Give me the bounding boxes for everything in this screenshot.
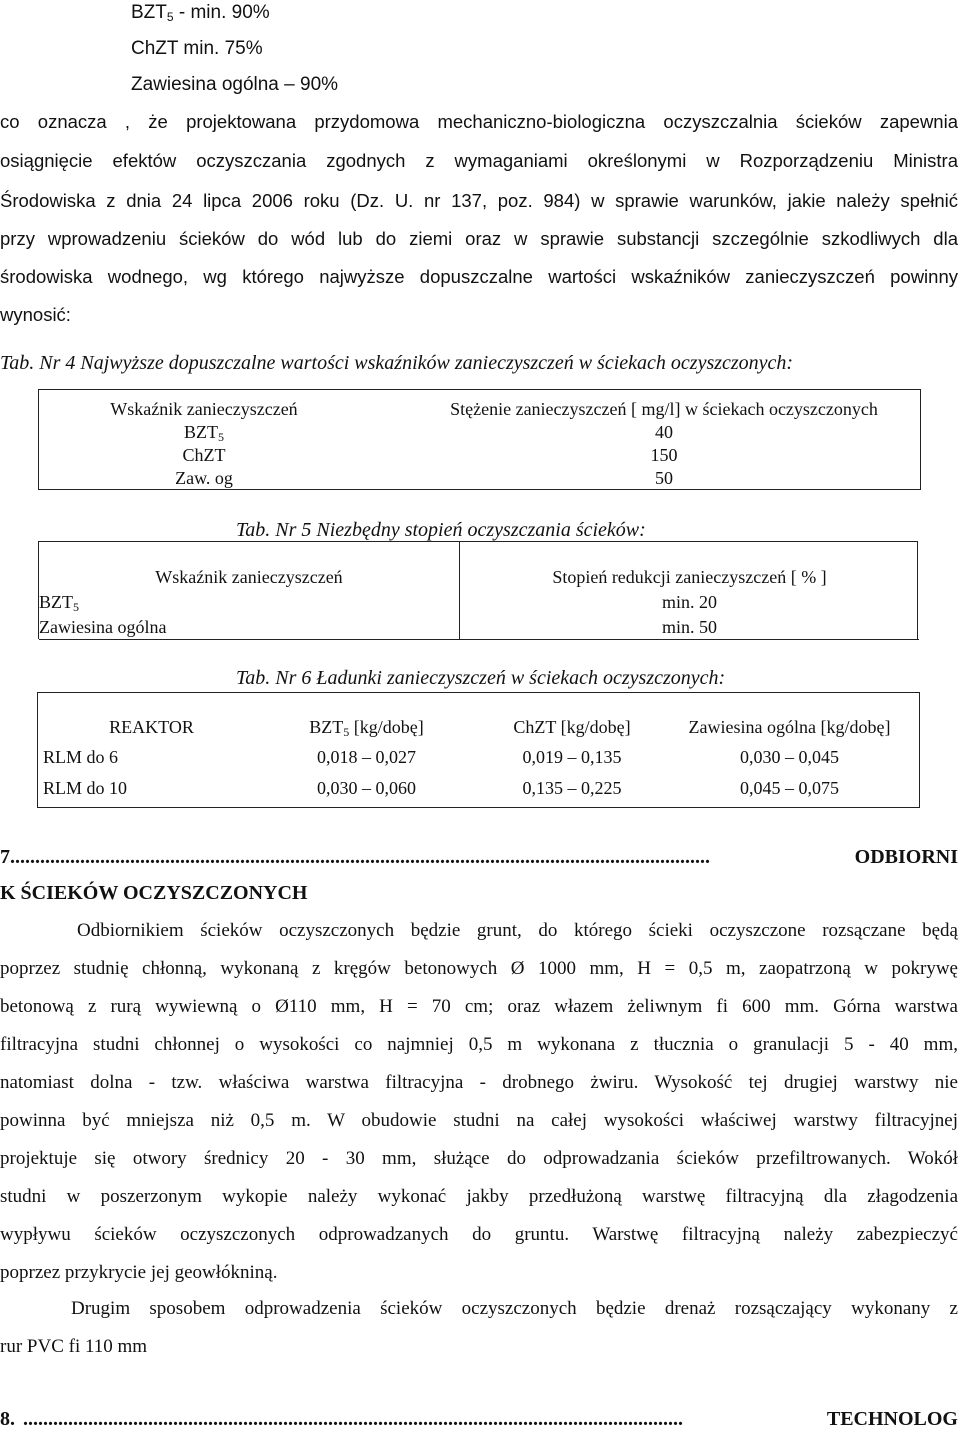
- paragraph1-line-1: co oznacza , że projektowana przydomowa mechaniczno-biologiczna oczyszczalnia ścieków zapewnia: [0, 111, 958, 132]
- intro-bzt-value: - min. 90%: [173, 2, 270, 23]
- table4-caption: Tab. Nr 4 Najwyższe dopuszczalne wartości wskaźników zanieczyszczeń w ściekach oczyszczonych:: [0, 352, 794, 374]
- table6-row-2-col-1: RLM do 10: [43, 778, 128, 798]
- paragraph1-line-6: wynosić:: [0, 304, 71, 325]
- section7-para1-line-7: projektuje się otwory średnicy 20 - 30 mm, służące do odprowadzania ścieków przefiltrowanych. Wokół: [0, 1148, 958, 1169]
- table5-caption: Tab. Nr 5 Niezbędny stopień oczyszczania ścieków:: [236, 519, 646, 541]
- section8-heading: [0, 1408, 958, 1431]
- table5-row-2-name: Zawiesina ogólna: [39, 617, 167, 637]
- section7-dots: ...........................................................................................................................................: [15, 846, 710, 868]
- section7-para1-line-10: poprzez przykrycie jej geowłókniną.: [0, 1262, 278, 1283]
- table6-bottom-rule: [37, 807, 920, 808]
- section7-title-line2: K ŚCIEKÓW OCZYSZCZONYCH: [0, 882, 308, 904]
- table6-header-4: Zawiesina ogólna [kg/dobę]: [688, 717, 891, 737]
- section7-heading: [0, 846, 958, 869]
- section7-para1-line-9: wypływu ścieków oczyszczonych odprowadzanych do gruntu. Warstwę filtracyjną należy zabezpieczyć: [0, 1224, 958, 1245]
- table6-row-2-col-3: 0,135 – 0,225: [522, 778, 622, 798]
- table4-col2-header: Stężenie zanieczyszczeń [ mg/l] w ściekach oczyszczonych: [450, 399, 878, 419]
- section8-number: 8.: [0, 1408, 15, 1430]
- table5-col1-header: Wskaźnik zanieczyszczeń: [155, 567, 343, 587]
- section8-dots: ....................................................................................................................................: [23, 1408, 683, 1430]
- table6-row-1-col-4: 0,030 – 0,045: [740, 747, 839, 767]
- table6-row-2-col-2: 0,030 – 0,060: [317, 778, 416, 798]
- table5: [38, 541, 918, 639]
- section8-title: TECHNOLOG: [826, 1408, 958, 1430]
- table5-row-2-value: min. 50: [661, 617, 717, 637]
- table4: [38, 389, 921, 490]
- table4-row-2-name: ChZT: [182, 445, 226, 465]
- section7-para1-line-1: Odbiornikiem ścieków oczyszczonych będzie grunt, do którego ścieki oczyszczone rozsączane będą: [77, 920, 958, 941]
- table4-row-1-value: 40: [655, 422, 673, 442]
- section7-title-end: ODBIORNI: [854, 846, 958, 868]
- intro-bzt-sub: 5: [166, 10, 174, 24]
- table4-row-3-value: 50: [655, 468, 673, 488]
- section7-para1-line-4: filtracyjna studni chłonnej o wysokości co najmniej 0,5 m wykonana z tłucznia o granulacji 5 - 40 mm,: [0, 1034, 958, 1055]
- table6-caption: Tab. Nr 6 Ładunki zanieczyszczeń w ściekach oczyszczonych:: [236, 667, 726, 689]
- section7-para2-line-2: rur PVC fi 110 mm: [0, 1336, 148, 1357]
- table4-col1-header: Wskaźnik zanieczyszczeń: [110, 399, 298, 419]
- table6-row-1-col-2: 0,018 – 0,027: [317, 747, 416, 767]
- table5-col2-header: Stopień redukcji zanieczyszczeń [ % ]: [552, 567, 827, 587]
- section7-number: 7.: [0, 846, 15, 868]
- paragraph1-line-5: środowiska wodnego, wg którego najwyższe dopuszczalne wartości wskaźników zanieczyszczeń powinny: [0, 266, 958, 287]
- table5-row-1-value: min. 20: [661, 592, 717, 612]
- table6-row-1-col-1: RLM do 6: [43, 747, 119, 767]
- table6-header-3: ChZT [kg/dobę]: [513, 717, 631, 737]
- table6-top-rule: [37, 692, 920, 693]
- section7-para1-line-6: powinna być mniejsza niż 0,5 m. W obudowie studni na całej wysokości właściwej warstwy filtracyjnej: [0, 1110, 958, 1131]
- table4-row-3-name: Zaw. og: [175, 468, 233, 488]
- table6-row-1-col-3: 0,019 – 0,135: [522, 747, 622, 767]
- paragraph1-line-3: Środowiska z dnia 24 lipca 2006 roku (Dz. U. nr 137, poz. 984) w sprawie warunków, jakie należy spełnić: [0, 190, 958, 211]
- section7-para1-line-5: natomiast dolna - tzw. właściwa warstwa filtracyjna - drobnego żwiru. Wysokość tej drugiej warstwy nie: [0, 1072, 958, 1093]
- paragraph1-line-2: osiągnięcie efektów oczyszczania zgodnych z wymaganiami określonymi w Rozporządzeniu Ministra: [0, 150, 958, 171]
- table5-bottom-rule: [39, 639, 919, 640]
- section7-para1-line-3: betonową z rurą wywiewną o Ø110 mm, H = 70 cm; oraz włazem żeliwnym fi 600 mm. Górna warstwa: [0, 996, 958, 1017]
- intro-bzt: [131, 2, 270, 24]
- section7-para2-line-1: Drugim sposobem odprowadzenia ścieków oczyszczonych będzie drenaż rozsączający wykonany z: [71, 1298, 958, 1319]
- intro-chzt: ChZT min. 75%: [131, 38, 263, 59]
- table5-row-1-name: $BZT_5$: [39, 592, 79, 614]
- table6-row-2-col-4: 0,045 – 0,075: [740, 778, 839, 798]
- table4-row-1-name: $BZT_5$: [184, 422, 224, 444]
- table6-header-1: REAKTOR: [109, 717, 194, 737]
- section7-para1-line-8: studni w poszerzonym wykopie należy wykonać jakby przedłużoną warstwę filtracyjną dla złagodzenia: [0, 1186, 958, 1207]
- table4-row-2-value: 150: [650, 445, 678, 465]
- table6-left-rule: [37, 692, 38, 808]
- intro-bzt-label: BZT: [131, 2, 167, 23]
- table6-header-2: $BZT_5$ [kg/dobę]: [309, 717, 424, 739]
- section7-para1-line-2: poprzez studnię chłonną, wykonaną z kręgów betonowych Ø 1000 mm, H = 0,5 m, zaopatrzoną w pokrywę: [0, 958, 958, 979]
- table6: [37, 692, 920, 808]
- paragraph1-line-4: przy wprowadzeniu ścieków do wód lub do ziemi oraz w sprawie substancji szczególnie szkodliwych dla: [0, 228, 958, 249]
- intro-zawiesina: Zawiesina ogólna – 90%: [131, 74, 339, 95]
